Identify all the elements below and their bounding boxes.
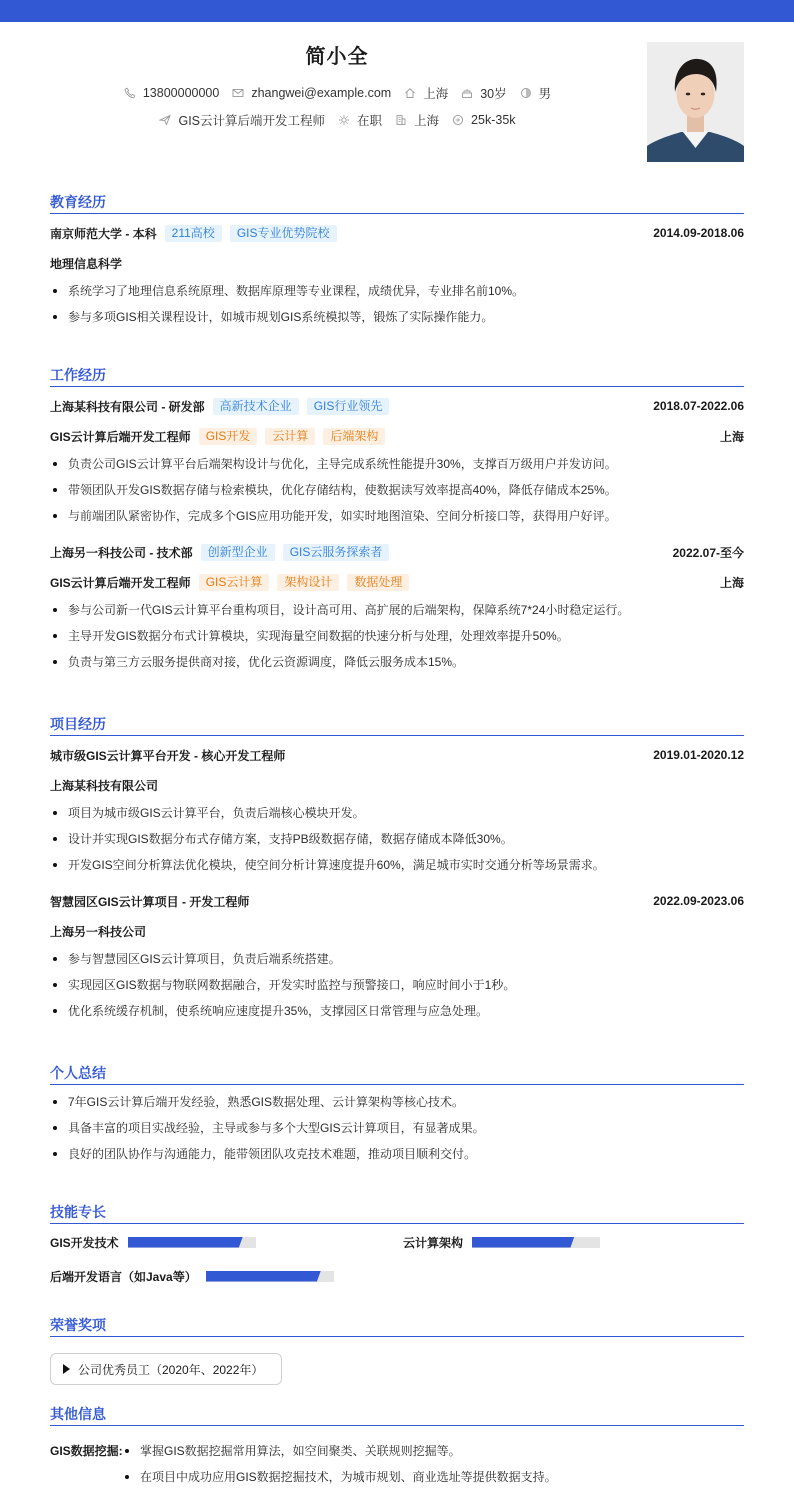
skill-bar bbox=[472, 1237, 600, 1248]
education-section bbox=[50, 192, 744, 330]
job-city: 上海 bbox=[719, 575, 744, 590]
job-company-row bbox=[50, 391, 744, 421]
role-name: GIS云计算后端开发工程师 bbox=[50, 429, 191, 444]
section-title: 工作经历 bbox=[50, 365, 744, 387]
skill-fill bbox=[128, 1237, 243, 1248]
role-tag: 架构设计 bbox=[277, 574, 339, 591]
list-item: 项目为城市级GIS云计算平台，负责后端核心模块开发。 bbox=[50, 800, 744, 826]
skill-item bbox=[50, 1232, 256, 1252]
list-item: 7年GIS云计算后端开发经验，熟悉GIS数据处理、云计算架构等核心技术。 bbox=[50, 1089, 744, 1115]
role-tag: GIS云计算 bbox=[199, 574, 270, 591]
target-city-text: 上海 bbox=[414, 114, 440, 128]
gender-icon bbox=[519, 86, 533, 100]
company-name: 上海某科技有限公司 - 研发部 bbox=[50, 399, 205, 414]
mail-icon bbox=[231, 86, 245, 100]
section-title: 教育经历 bbox=[50, 192, 744, 214]
list-item: 掌握GIS数据挖掘常用算法，如空间聚类、关联规则挖掘等。 bbox=[122, 1438, 744, 1464]
school-row bbox=[50, 218, 744, 248]
major-row bbox=[50, 248, 744, 278]
award-item[interactable] bbox=[50, 1353, 282, 1385]
project-company: 上海某科技有限公司 bbox=[50, 778, 159, 793]
skill-fill bbox=[472, 1237, 574, 1248]
list-item: 参与公司新一代GIS云计算平台重构项目，设计高可用、高扩展的后端架构，保障系统7*24小时稳定运行。 bbox=[50, 597, 744, 623]
job-city: 上海 bbox=[719, 429, 744, 444]
major-name: 地理信息科学 bbox=[50, 256, 123, 271]
top-accent-bar bbox=[0, 0, 794, 22]
phone-info bbox=[123, 86, 219, 100]
summary-bullets bbox=[50, 1089, 744, 1167]
project-name: 城市级GIS云计算平台开发 - 核心开发工程师 bbox=[50, 748, 286, 763]
target-position-text: GIS云计算后端开发工程师 bbox=[178, 114, 326, 128]
skill-item bbox=[50, 1266, 334, 1286]
list-item: 实现园区GIS数据与物联网数据融合，开发实时监控与预警接口，响应时间小于1秒。 bbox=[50, 972, 744, 998]
list-item: 优化系统缓存机制，使系统响应速度提升35%，支撑园区日常管理与应急处理。 bbox=[50, 998, 744, 1024]
work-section bbox=[50, 365, 744, 675]
section-title: 个人总结 bbox=[50, 1063, 744, 1085]
age-text: 30岁 bbox=[480, 87, 507, 101]
list-item: 具备丰富的项目实战经验，主导或参与多个大型GIS云计算项目，有显著成果。 bbox=[50, 1115, 744, 1141]
other-label: GIS数据挖掘: bbox=[50, 1444, 123, 1458]
list-item: 开发GIS空间分析算法优化模块，使空间分析计算速度提升60%，满足城市实时交通分析等场景需求。 bbox=[50, 852, 744, 878]
company-tag: GIS云服务探索者 bbox=[283, 544, 390, 561]
salary-text: 25k-35k bbox=[471, 113, 516, 127]
skill-label: GIS开发技术 bbox=[50, 1235, 119, 1250]
skill-label: 后端开发语言（如Java等） bbox=[50, 1269, 197, 1284]
project-company-row bbox=[50, 770, 744, 800]
company-name: 上海另一科技公司 - 技术部 bbox=[50, 545, 193, 560]
contact-row bbox=[50, 84, 624, 102]
section-title: 荣誉奖项 bbox=[50, 1315, 744, 1337]
target-city-info bbox=[394, 111, 439, 129]
phone-text: 13800000000 bbox=[142, 86, 220, 100]
list-item: 负责与第三方云服务提供商对接，优化云资源调度，降低云服务成本15%。 bbox=[50, 649, 744, 675]
skill-fill bbox=[206, 1271, 321, 1282]
role-tag: 云计算 bbox=[265, 428, 315, 445]
education-bullets bbox=[50, 278, 744, 330]
role-tag: 后端架构 bbox=[323, 428, 385, 445]
status-icon bbox=[337, 113, 351, 127]
job-status-info bbox=[337, 111, 382, 129]
salary-icon bbox=[451, 113, 465, 127]
school-tag: GIS专业优势院校 bbox=[230, 225, 337, 242]
age-icon bbox=[460, 86, 474, 100]
other-bullets bbox=[122, 1438, 744, 1490]
candidate-name: 简小全 bbox=[305, 46, 369, 68]
gender-text: 男 bbox=[538, 87, 552, 101]
list-item: 良好的团队协作与沟通能力，能带领团队攻克技术难题，推动项目顺利交付。 bbox=[50, 1141, 744, 1167]
expand-triangle-icon[interactable] bbox=[63, 1364, 70, 1374]
skills-list bbox=[50, 1224, 744, 1294]
role-tag: GIS开发 bbox=[199, 428, 258, 445]
project-company-row bbox=[50, 916, 744, 946]
phone-icon bbox=[123, 86, 137, 100]
salary-info bbox=[451, 113, 515, 127]
summary-section bbox=[50, 1063, 744, 1167]
project-bullets bbox=[50, 800, 744, 878]
location-info bbox=[403, 84, 448, 102]
company-tag: GIS行业领先 bbox=[307, 398, 390, 415]
skill-label: 云计算架构 bbox=[403, 1235, 464, 1250]
gender-info bbox=[519, 84, 552, 102]
list-item: 带领团队开发GIS数据存储与检索模块，优化存储结构，使数据读写效率提高40%，降低存储成本25%。 bbox=[50, 477, 744, 503]
project-bullets bbox=[50, 946, 744, 1024]
resume-page bbox=[50, 22, 744, 1484]
project-name: 智慧园区GIS云计算项目 - 开发工程师 bbox=[50, 894, 250, 909]
job-period: 2018.07-2022.06 bbox=[653, 399, 744, 413]
target-position-info bbox=[158, 111, 325, 129]
project-row bbox=[50, 740, 744, 770]
profile-photo bbox=[647, 42, 744, 162]
age-info bbox=[460, 84, 506, 102]
role-tag: 数据处理 bbox=[347, 574, 409, 591]
skill-item bbox=[403, 1232, 600, 1252]
list-item: 设计并实现GIS数据分布式存储方案，支持PB级数据存储，数据存储成本降低30%。 bbox=[50, 826, 744, 852]
list-item: 负责公司GIS云计算平台后端架构设计与优化，主导完成系统性能提升30%，支撑百万级用户并发访问。 bbox=[50, 451, 744, 477]
list-item: 系统学习了地理信息系统原理、数据库原理等专业课程，成绩优异，专业排名前10%。 bbox=[50, 278, 744, 304]
education-period: 2014.09-2018.06 bbox=[653, 226, 744, 240]
location-text: 上海 bbox=[423, 87, 449, 101]
building-icon bbox=[394, 113, 408, 127]
section-title: 其他信息 bbox=[50, 1404, 744, 1426]
send-icon bbox=[158, 113, 172, 127]
list-item: 参与智慧园区GIS云计算项目，负责后端系统搭建。 bbox=[50, 946, 744, 972]
project-period: 2022.09-2023.06 bbox=[653, 894, 744, 908]
job-status-text: 在职 bbox=[357, 114, 383, 128]
award-text: 公司优秀员工（2020年、2022年） bbox=[78, 1362, 264, 1377]
section-title: 项目经历 bbox=[50, 714, 744, 736]
role-name: GIS云计算后端开发工程师 bbox=[50, 575, 191, 590]
other-section bbox=[50, 1404, 744, 1490]
school-tag: 211高校 bbox=[165, 225, 222, 242]
list-item: 与前端团队紧密协作，完成多个GIS应用功能开发，如实时地图渲染、空间分析接口等，获得用户好评。 bbox=[50, 503, 744, 529]
job-intent-row bbox=[50, 111, 624, 129]
project-company: 上海另一科技公司 bbox=[50, 924, 147, 939]
other-info-block bbox=[50, 1438, 744, 1490]
home-icon bbox=[403, 86, 417, 100]
project-row bbox=[50, 886, 744, 916]
skill-bar bbox=[206, 1271, 334, 1282]
email-text: zhangwei@example.com bbox=[251, 86, 392, 100]
list-item: 参与多项GIS相关课程设计，如城市规划GIS系统模拟等，锻炼了实际操作能力。 bbox=[50, 304, 744, 330]
list-item: 在项目中成功应用GIS数据挖掘技术，为城市规划、商业选址等提供数据支持。 bbox=[122, 1464, 744, 1490]
resume-header bbox=[50, 22, 744, 180]
school-name: 南京师范大学 - 本科 bbox=[50, 226, 157, 241]
job-role-row bbox=[50, 421, 744, 451]
skill-bar bbox=[128, 1237, 256, 1248]
job-period: 2022.07-至今 bbox=[672, 545, 744, 560]
honors-section bbox=[50, 1315, 744, 1385]
job-company-row bbox=[50, 537, 744, 567]
section-title: 技能专长 bbox=[50, 1202, 744, 1224]
email-info bbox=[231, 86, 391, 100]
job-bullets bbox=[50, 597, 744, 675]
project-period: 2019.01-2020.12 bbox=[653, 748, 744, 762]
company-tag: 创新型企业 bbox=[201, 544, 275, 561]
job-role-row bbox=[50, 567, 744, 597]
job-bullets bbox=[50, 451, 744, 529]
list-item: 主导开发GIS数据分布式计算模块，实现海量空间数据的快速分析与处理，处理效率提升50%。 bbox=[50, 623, 744, 649]
projects-section bbox=[50, 714, 744, 1024]
company-tag: 高新技术企业 bbox=[213, 398, 299, 415]
skills-section bbox=[50, 1202, 744, 1294]
